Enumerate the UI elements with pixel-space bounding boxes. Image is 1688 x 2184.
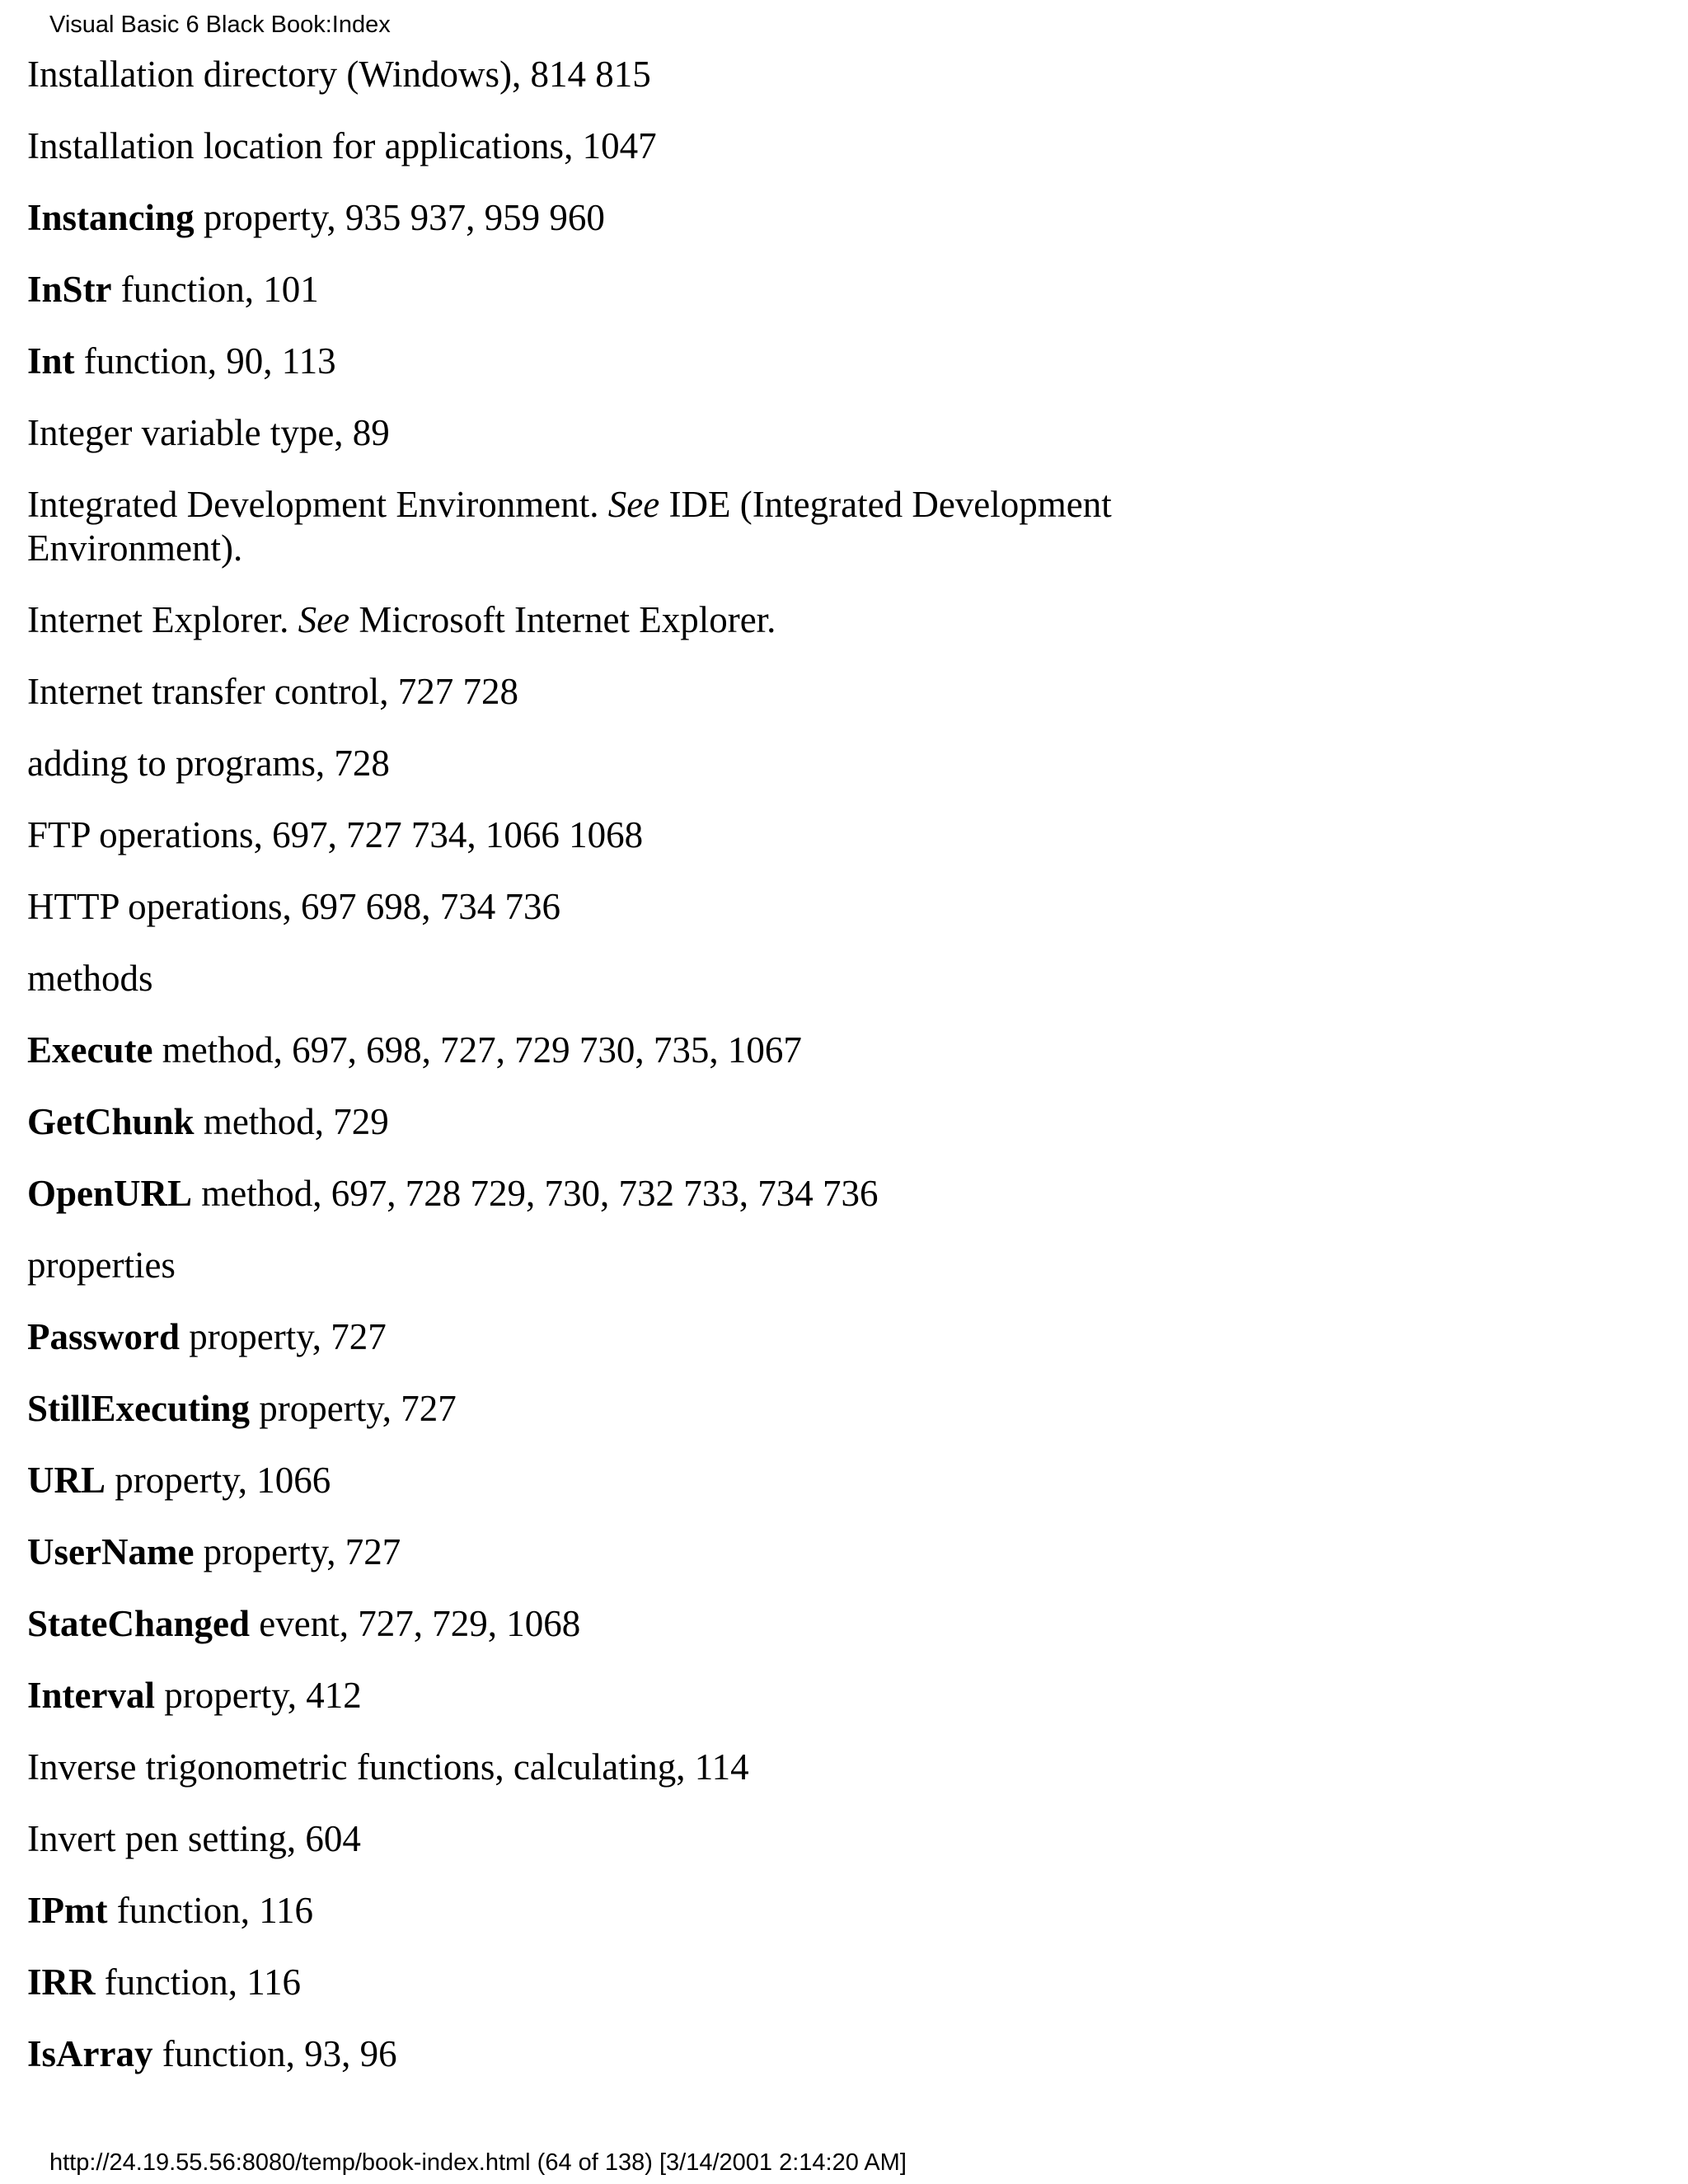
index-entry (27, 1817, 1247, 1861)
entry-text: Integer variable type, 89 (27, 412, 390, 453)
entry-text: Integrated Development Environment. (27, 484, 608, 525)
entry-term: InStr (27, 269, 112, 310)
index-entry (27, 1746, 1247, 1789)
entry-term: Instancing (27, 197, 195, 238)
entry-detail: function, 90, 113 (74, 340, 336, 382)
entry-detail: function, 93, 96 (152, 2033, 397, 2074)
entry-term: Int (27, 340, 75, 382)
entry-detail: property, 412 (154, 1675, 362, 1716)
entry-detail: method, 697, 698, 727, 729 730, 735, 1067 (152, 1029, 802, 1071)
index-entry (27, 411, 1247, 455)
index-entry (27, 124, 1247, 168)
entry-term: StillExecuting (27, 1388, 251, 1429)
entry-detail: method, 729 (194, 1101, 389, 1142)
entry-text: Internet transfer control, 727 728 (27, 671, 519, 712)
entry-text: Installation directory (Windows), 814 815 (27, 54, 651, 95)
entry-term: UserName (27, 1531, 195, 1572)
index-entry (27, 1602, 1247, 1646)
index-entry (27, 2032, 1247, 2076)
entry-detail: event, 727, 729, 1068 (250, 1603, 581, 1644)
entry-term: GetChunk (27, 1101, 195, 1142)
page-header-title: Visual Basic 6 Black Book:Index (49, 12, 391, 38)
index-entry (27, 1889, 1247, 1933)
entry-text: Microsoft Internet Explorer. (349, 599, 776, 640)
index-entry (27, 1674, 1247, 1718)
entry-term: StateChanged (27, 1603, 251, 1644)
entry-detail: function, 116 (107, 1890, 314, 1931)
entry-detail: property, 935 937, 959 960 (194, 197, 605, 238)
index-entry (27, 885, 1247, 929)
entry-text: Installation location for applications, 1047 (27, 125, 657, 166)
entry-detail: property, 727 (250, 1388, 457, 1429)
entry-text: methods (27, 958, 153, 999)
entry-text: IDE (Integrated Development Environment). (27, 484, 1112, 569)
entry-detail: function, 116 (95, 1961, 302, 2003)
index-entry (27, 1530, 1247, 1574)
page-footer-url: http://24.19.55.56:8080/temp/book-index.html (64 of 138) [3/14/2001 2:14:20 AM] (49, 2149, 907, 2176)
index-entry (27, 1172, 1247, 1216)
index-entry (27, 1459, 1247, 1502)
entry-text: adding to programs, 728 (27, 743, 390, 784)
entry-term: OpenURL (27, 1173, 193, 1214)
entry-term: Password (27, 1316, 181, 1357)
index-entry (27, 1961, 1247, 2004)
entry-term: IRR (27, 1961, 96, 2003)
entry-text: FTP operations, 697, 727 734, 1066 1068 (27, 814, 644, 855)
index-entry (27, 957, 1247, 1001)
entry-text: properties (27, 1244, 176, 1286)
index-entry (27, 196, 1247, 240)
entry-detail: property, 1066 (106, 1460, 331, 1501)
index-entry (27, 1029, 1247, 1072)
index-entry (27, 670, 1247, 714)
entry-detail: function, 101 (111, 269, 319, 310)
entry-detail: property, 727 (180, 1316, 387, 1357)
entry-term: IPmt (27, 1890, 108, 1931)
index-entry (27, 483, 1247, 570)
index-entry (27, 598, 1247, 642)
entry-text: Internet Explorer. (27, 599, 298, 640)
index-entry (27, 340, 1247, 383)
index-entry (27, 1315, 1247, 1359)
entry-term: Execute (27, 1029, 153, 1071)
index-entry (27, 268, 1247, 312)
index-entry (27, 1100, 1247, 1144)
entry-term: URL (27, 1460, 106, 1501)
index-entry (27, 1387, 1247, 1431)
index-entry (27, 742, 1247, 785)
index-entries (27, 53, 1247, 2104)
entry-detail: property, 727 (194, 1531, 401, 1572)
index-entry (27, 1244, 1247, 1287)
entry-text: HTTP operations, 697 698, 734 736 (27, 886, 561, 927)
entry-detail: method, 697, 728 729, 730, 732 733, 734 736 (192, 1173, 879, 1214)
entry-term: Interval (27, 1675, 155, 1716)
see-reference: See (607, 484, 660, 525)
see-reference: See (298, 599, 350, 640)
entry-text: Inverse trigonometric functions, calculating, 114 (27, 1746, 749, 1788)
index-entry (27, 53, 1247, 96)
index-entry (27, 813, 1247, 857)
entry-text: Invert pen setting, 604 (27, 1818, 361, 1859)
entry-term: IsArray (27, 2033, 153, 2074)
